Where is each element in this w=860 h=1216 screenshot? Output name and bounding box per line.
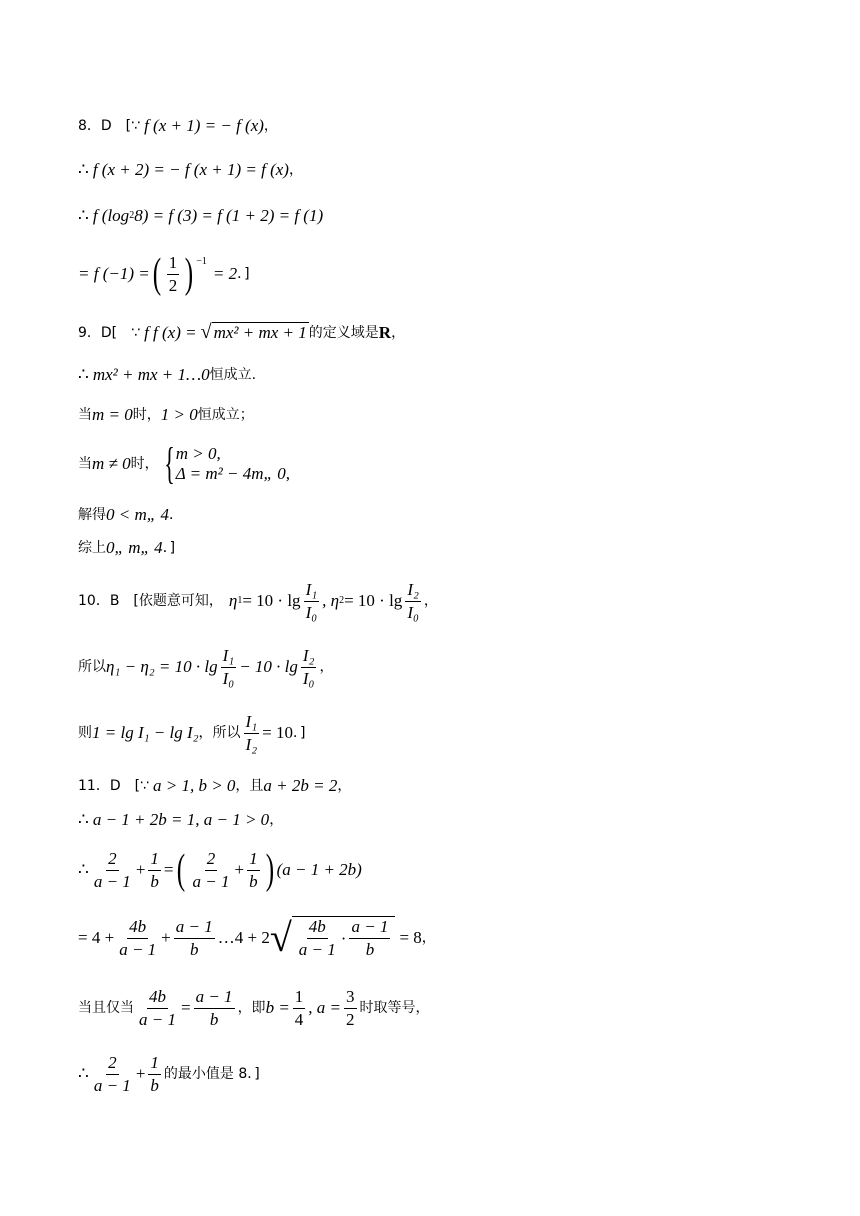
plus: + [135,860,146,879]
line-10-1 [78,578,438,624]
fraction-den: 2 [346,1009,355,1029]
equation: f (x + 2) = − f (x + 1) = f (x) [92,160,289,179]
text: 当 [78,407,92,423]
text: 恒成立. [209,367,257,383]
condition-2: Δ = m² − 4m„ 0, [175,464,290,483]
radicand [292,916,396,960]
equation: f f (x) = [144,322,197,342]
fraction-den: b [150,1075,159,1095]
line-9-1 [78,322,405,343]
fraction-num: 1 [293,987,306,1009]
therefore-symbol: ∴ [78,1064,89,1083]
line-11-6 [78,1050,260,1098]
fraction [117,917,158,960]
fraction [349,917,390,960]
fraction-num: I₂ [301,646,317,668]
fraction-num: 2 [106,1053,119,1075]
fraction [405,580,421,623]
punct: ．] [292,725,306,741]
line-8-3 [78,206,323,226]
fraction [194,987,235,1030]
line-9-3 [78,405,254,425]
line-10-2 [78,644,333,690]
line-8-1 [78,116,278,136]
system-of-conditions [176,444,290,484]
equation: 0 < m„ 4 [106,505,169,524]
line-8-4 [78,252,250,296]
equation-part: = f (−1) = [78,264,150,283]
equation-part: …4 + 2 [217,928,270,947]
problem-label: 9．D[ ∵ [78,324,141,341]
punct: ， [337,778,352,794]
text: 解得 [78,507,106,523]
text: ，即 [237,1000,266,1016]
fraction [148,1053,161,1096]
fraction-num: 1 [148,849,161,871]
fraction-num: I₂ [405,580,421,602]
equation-part: = 10 · lg [344,591,403,610]
fraction-den: I₀ [407,602,419,622]
text: 的最小值是 8．] [163,1066,260,1082]
line-11-2 [78,810,283,830]
fraction-num: 4b [127,917,148,939]
punct: ， [319,659,334,675]
line-9-6 [78,538,175,558]
equation: 1 = lg I₁ − lg I₂ [92,723,199,742]
line-11-5 [78,984,430,1032]
equation-part: b = [265,998,290,1017]
fraction [304,580,320,623]
fraction-num: 1 [148,1053,161,1075]
equation-part: = 2 [212,264,238,283]
therefore-symbol: ∴ [78,160,89,179]
fraction-den: I₂ [245,734,258,754]
set-R: R [378,322,392,342]
equation: m = 0 [92,405,133,424]
text: 的定义域是 [308,324,379,341]
subscript: 2 [339,595,345,606]
equation-part: η₁ − η₂ = 10 · lg [106,657,218,676]
equation-part: (a − 1 + 2b) [276,860,362,879]
log-base: 2 [129,210,135,221]
fraction [148,849,161,892]
fraction-den: b [150,871,159,891]
equals: = [180,998,191,1017]
paren-left: ( [176,847,185,893]
fraction [344,987,357,1030]
therefore-symbol: ∴ [78,810,89,829]
problem-label: 8．D [∵ [78,118,141,134]
therefore-symbol: ∴ [78,206,89,225]
paren-right: ) [265,847,274,893]
fraction-den: 2 [168,275,178,295]
fraction-den: b [190,939,199,959]
fraction-den: I₀ [302,668,315,688]
fraction-num: 4b [147,987,168,1009]
text: 则 [78,725,92,741]
equation: a > 1, b > 0 [152,776,236,795]
fraction-num: 1 [247,849,260,871]
fraction-num: a − 1 [194,987,235,1009]
fraction-num: a − 1 [349,917,390,939]
paren-left: ( [152,251,161,297]
equation: 1 > 0 [160,405,198,424]
fraction [301,646,317,689]
plus: + [161,928,171,947]
fraction-num: 2 [106,849,119,871]
fraction-den: b [209,1009,219,1029]
equation-part: f (log [92,206,130,225]
equals: = [163,860,174,879]
line-9-5 [78,505,183,525]
problem-label: 10．B [依题意可知， [78,593,223,609]
text: 时， [130,456,159,472]
fraction [293,987,306,1030]
text: 当且仅当 [78,1000,134,1016]
line-11-3 [78,846,362,894]
text: ，且 [235,778,264,794]
punct: ， [263,118,278,134]
fraction-den: a − 1 [93,1075,131,1095]
fraction [244,712,260,755]
fraction-num: I₁ [304,580,320,602]
condition-1: m > 0, [175,444,221,463]
fraction-num: I₁ [221,646,237,668]
equation-part: , a = [308,998,342,1017]
line-11-4 [78,914,436,962]
text: 所以 [78,659,106,675]
fraction-num: a − 1 [174,917,215,939]
fraction-den: b [365,940,375,959]
therefore-symbol: ∴ [78,860,89,879]
fraction [297,917,338,960]
line-9-2 [78,365,256,385]
equation: mx² + mx + 1…0 [92,365,210,384]
punct: ． [168,507,183,523]
therefore-symbol: ∴ [78,365,89,384]
fraction-den: I₀ [222,668,235,688]
equation-part: = 10 · lg [242,591,301,610]
plus: + [234,860,245,879]
fraction [191,849,232,892]
fraction-num: I₁ [244,712,260,734]
fraction-den: a − 1 [93,871,131,891]
equation-part: − 10 · lg [239,657,298,676]
fraction [92,849,133,892]
punct: ， [391,324,406,341]
equation-part: = 8 [399,928,422,947]
equation-part: 8) = f (3) = f (1 + 2) = f (1) [134,206,324,225]
line-9-4 [78,440,290,488]
text: 综上 [78,540,106,556]
punct: ．] [162,540,176,556]
punct: ．] [237,266,250,282]
eta: η [228,591,238,610]
fraction [174,917,215,960]
fraction-num: 1 [167,253,180,275]
equation: f (x + 1) = − f (x) [144,116,264,135]
equation: a + 2b = 2 [263,776,338,795]
line-8-2 [78,160,303,180]
sqrt: √ mx² + mx + 1 [200,321,307,343]
fraction-den: a − 1 [119,939,157,959]
line-10-3 [78,710,305,756]
plus: + [135,1064,146,1083]
fraction-num: 3 [344,987,357,1009]
punct: ， [288,162,303,178]
text: 恒成立； [197,407,254,423]
fraction [167,253,180,296]
fraction-den: a − 1 [192,871,230,891]
punct: ， [421,930,436,946]
fraction-num: 4b [307,917,328,939]
sqrt: √ $\frac{4b}{a - 1}$ · $\frac{a - 1}{b}$ [270,916,396,960]
paren-right: ) [185,251,194,297]
fraction [92,1053,133,1096]
equation: m ≠ 0 [92,454,131,473]
fraction-den: 4 [294,1009,304,1029]
fraction [247,849,260,892]
fraction-den: a − 1 [139,1009,176,1029]
brace: { [163,439,175,488]
text: 时取等号， [359,1000,430,1016]
text: ，所以 [198,725,241,741]
radicand: mx² + mx + 1 [213,323,307,342]
line-11-1 [78,776,351,796]
fraction [221,646,237,689]
text: 当 [78,456,92,472]
eta: , η [322,591,340,610]
fraction-den: a − 1 [298,940,336,959]
text: 时， [132,407,161,423]
subscript: 1 [237,595,243,606]
fraction-den: I₀ [305,602,318,622]
punct: ， [423,593,438,609]
fraction-num: 2 [205,849,218,871]
equation: 0„ m„ 4 [106,538,163,557]
exponent: −1 [196,256,207,267]
equation: a − 1 + 2b = 1, a − 1 > 0 [92,810,270,829]
problem-label: 11．D [∵ [78,778,149,794]
fraction [137,987,178,1030]
dot: · [340,928,347,948]
fraction-den: b [249,871,258,891]
punct: ， [269,812,284,828]
equation-part: = 4 + [78,928,115,947]
equation-part: = 10 [262,723,293,742]
